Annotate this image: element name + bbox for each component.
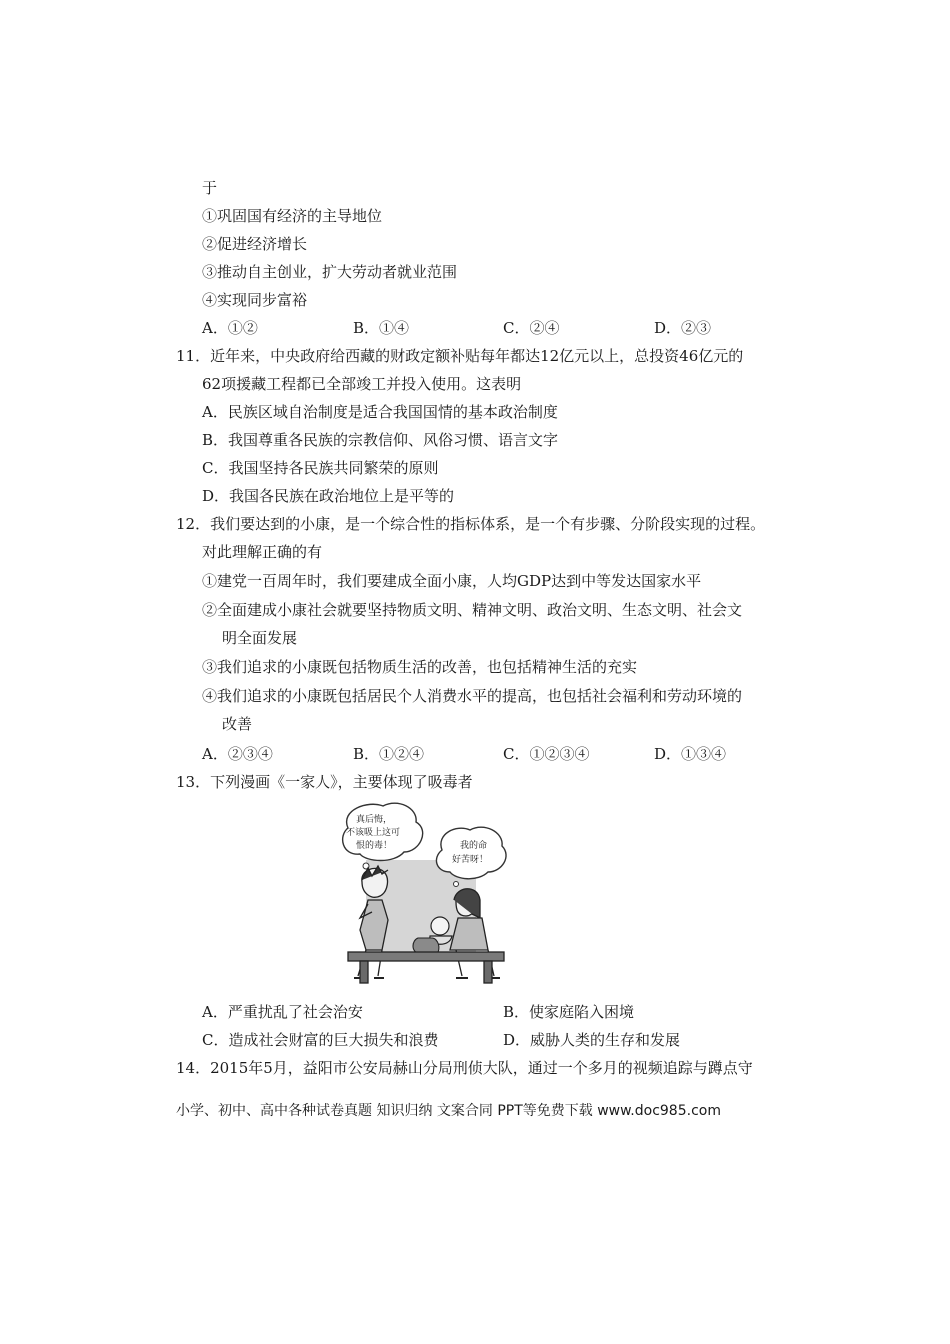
q10-option-c: C．②④: [503, 319, 560, 337]
cartoon-bubble-right-line-1: 我的命: [460, 841, 488, 851]
cartoon-bubble-right-line-2: 好苦呀！: [452, 855, 489, 865]
q10-tail: 于: [202, 179, 218, 197]
q13-option-a: A．严重扰乱了社会治安: [202, 1003, 363, 1021]
q13-option-b: B．使家庭陷入困境: [503, 1003, 635, 1021]
q12-item-2-line-2: 明全面发展: [222, 629, 298, 647]
q13-option-d: D．威胁人类的生存和发展: [503, 1031, 681, 1049]
cartoon-bench: [348, 952, 504, 983]
q13-option-c: C．造成社会财富的巨大损失和浪费: [202, 1031, 439, 1049]
q10-item-3: ③推动自主创业，扩大劳动者就业范围: [202, 263, 458, 281]
q11-stem-line-1: 11．近年来，中央政府给西藏的财政定额补贴每年都达12亿元以上，总投资46亿元的: [176, 347, 744, 365]
q10-item-2: ②促进经济增长: [202, 235, 308, 253]
q11-stem-line-2: 62项援藏工程都已全部竣工并投入使用。这表明: [202, 375, 522, 393]
cartoon-bubble-left-line-2: 不该吸上这可: [346, 828, 401, 838]
q12-stem-line-1: 12．我们要达到的小康，是一个综合性的指标体系，是一个有步骤、分阶段实现的过程。: [176, 515, 766, 533]
q11-option-b: B．我国尊重各民族的宗教信仰、风俗习惯、语言文字: [202, 431, 559, 449]
q12-option-a: A．②③④: [202, 745, 273, 763]
q12-item-4-line-1: ④我们追求的小康既包括居民个人消费水平的提高，也包括社会福利和劳动环境的: [202, 687, 743, 705]
q11-option-d: D．我国各民族在政治地位上是平等的: [202, 487, 455, 505]
cartoon-one-family: [338, 800, 514, 988]
q11-option-c: C．我国坚持各民族共同繁荣的原则: [202, 459, 439, 477]
q10-option-b: B．①④: [353, 319, 410, 337]
q10-item-4: ④实现同步富裕: [202, 291, 308, 309]
q12-option-b: B．①②④: [353, 745, 425, 763]
q10-option-a: A．①②: [202, 319, 258, 337]
cartoon-bubble-left-line-3: 恨的毒！: [356, 841, 393, 851]
q12-option-d: D．①③④: [654, 745, 727, 763]
q12-option-c: C．①②③④: [503, 745, 590, 763]
q14-stem-line-1: 14．2015年5月，益阳市公安局赫山分局刑侦大队，通过一个多月的视频追踪与蹲点守: [176, 1059, 753, 1077]
q10-item-1: ①巩固国有经济的主导地位: [202, 207, 383, 225]
page-footer: 小学、初中、高中各种试卷真题 知识归纳 文案合同 PPT等免费下载 www.doc985.com: [176, 1103, 721, 1119]
q12-item-2-line-1: ②全面建成小康社会就要坚持物质文明、精神文明、政治文明、生态文明、社会文: [202, 601, 743, 619]
q12-item-1: ①建党一百周年时，我们要建成全面小康，人均GDP达到中等发达国家水平: [202, 572, 702, 590]
q11-option-a: A．民族区域自治制度是适合我国国情的基本政治制度: [202, 403, 558, 421]
q12-item-4-line-2: 改善: [222, 715, 253, 733]
q12-stem-line-2: 对此理解正确的有: [202, 543, 323, 561]
cartoon-bubble-left-line-1: 真后悔，: [356, 815, 393, 825]
q10-option-d: D．②③: [654, 319, 712, 337]
q13-stem: 13．下列漫画《一家人》，主要体现了吸毒者: [176, 773, 473, 791]
q12-item-3: ③我们追求的小康既包括物质生活的改善，也包括精神生活的充实: [202, 658, 638, 676]
